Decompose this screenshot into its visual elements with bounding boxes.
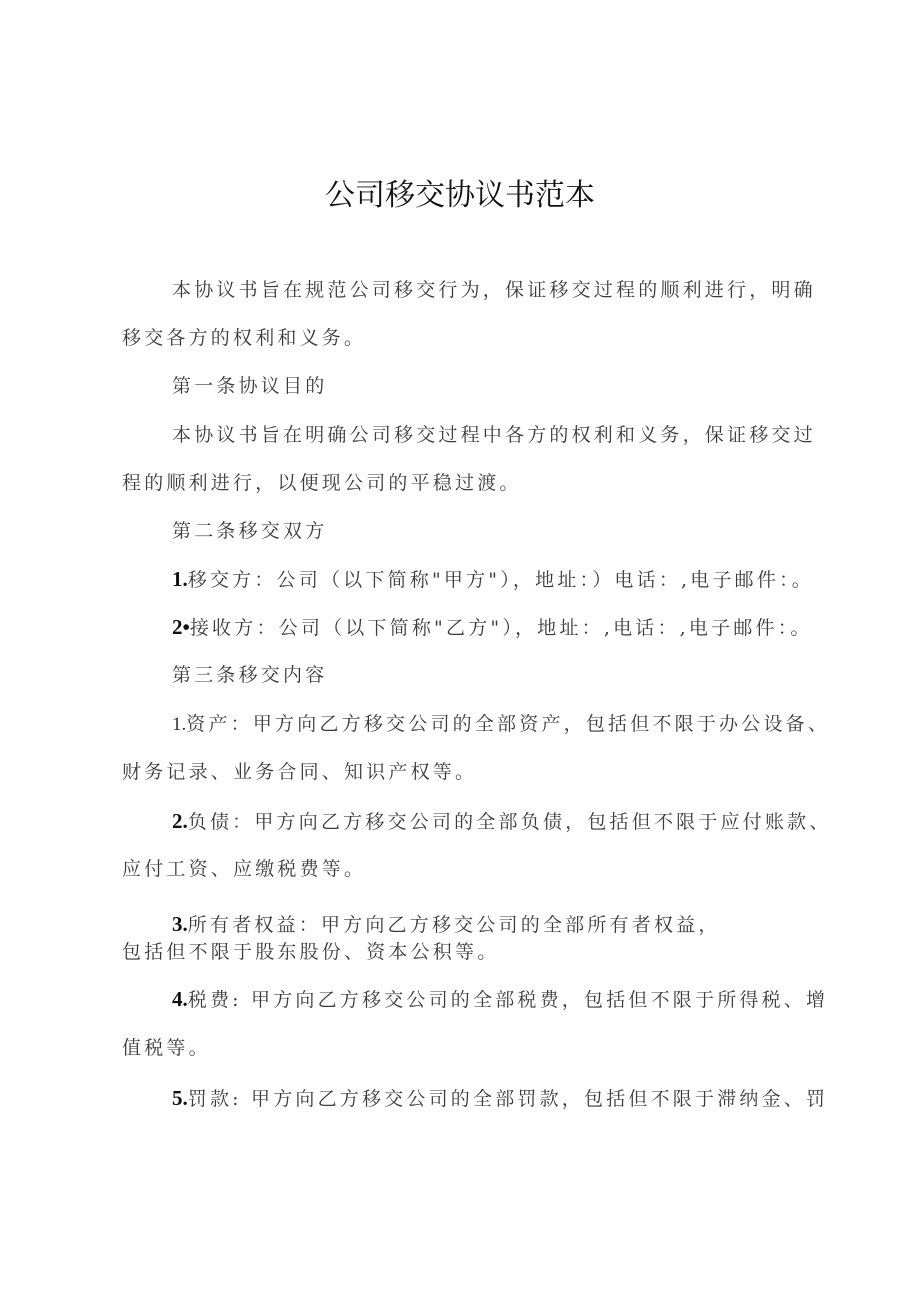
article-3-item-1-line-1 <box>172 711 830 738</box>
article-2-item-2 <box>172 614 813 641</box>
article-2-heading: 第二条移交双方 <box>172 520 328 542</box>
item-text: 移交方：公司（以下简称"甲方"），地址：）电话：,电子邮件：。 <box>187 569 814 591</box>
item-number: 2. <box>172 809 188 833</box>
item-number: 5. <box>172 1086 188 1110</box>
item-text: 罚款: 甲方向乙方移交公司的全部罚款，包括但不限于滞纳金、罚 <box>187 1088 829 1110</box>
article-3-item-3-line-1 <box>172 911 721 938</box>
article-3-item-4-line-2: 值税等。 <box>122 1037 211 1059</box>
intro-line-2: 移交各方的权利和义务。 <box>122 327 367 349</box>
article-1-line-1: 本协议书旨在明确公司移交过程中各方的权利和义务，保证移交过 <box>172 424 816 446</box>
item-number: 1. <box>172 567 188 591</box>
article-3-item-3-line-2: 包括但不限于股东股份、资本公积等。 <box>122 941 500 963</box>
article-3-item-4-line-1 <box>172 986 828 1013</box>
item-text: 接收方：公司（以下简称"乙方"），地址：,电话：,电子邮件：。 <box>189 617 813 639</box>
article-3-item-2-line-1 <box>172 808 832 835</box>
item-text: 资产：甲方向乙方移交公司的全部资产，包括但不限于办公设备、 <box>186 713 831 735</box>
article-1-heading: 第一条协议目的 <box>172 375 328 397</box>
article-2-item-1 <box>172 566 814 593</box>
article-3-item-1-line-2: 财务记录、业务合同、知识产权等。 <box>122 761 478 783</box>
article-3-item-5-line-1 <box>172 1085 828 1112</box>
item-text: 税费: 甲方向乙方移交公司的全部税费，包括但不限于所得税、增 <box>187 989 829 1011</box>
article-1-line-2: 程的顺利进行，以便现公司的平稳过渡。 <box>122 472 522 494</box>
item-number: 4. <box>172 987 188 1011</box>
item-text: 所有者权益：甲方向乙方移交公司的全部所有者权益， <box>187 914 721 936</box>
article-3-heading: 第三条移交内容 <box>172 664 328 686</box>
item-number: 2• <box>172 615 190 639</box>
document-title: 公司移交协议书范本 <box>325 178 595 213</box>
item-text: 负债：甲方向乙方移交公司的全部负债，包括但不限于应付账款、 <box>187 811 832 833</box>
article-3-item-2-line-2: 应付工资、应缴税费等。 <box>122 858 367 880</box>
intro-line-1: 本协议书旨在规范公司移交行为，保证移交过程的顺利进行，明确 <box>172 279 816 301</box>
item-number: 1. <box>172 714 187 735</box>
item-number: 3. <box>172 912 188 936</box>
